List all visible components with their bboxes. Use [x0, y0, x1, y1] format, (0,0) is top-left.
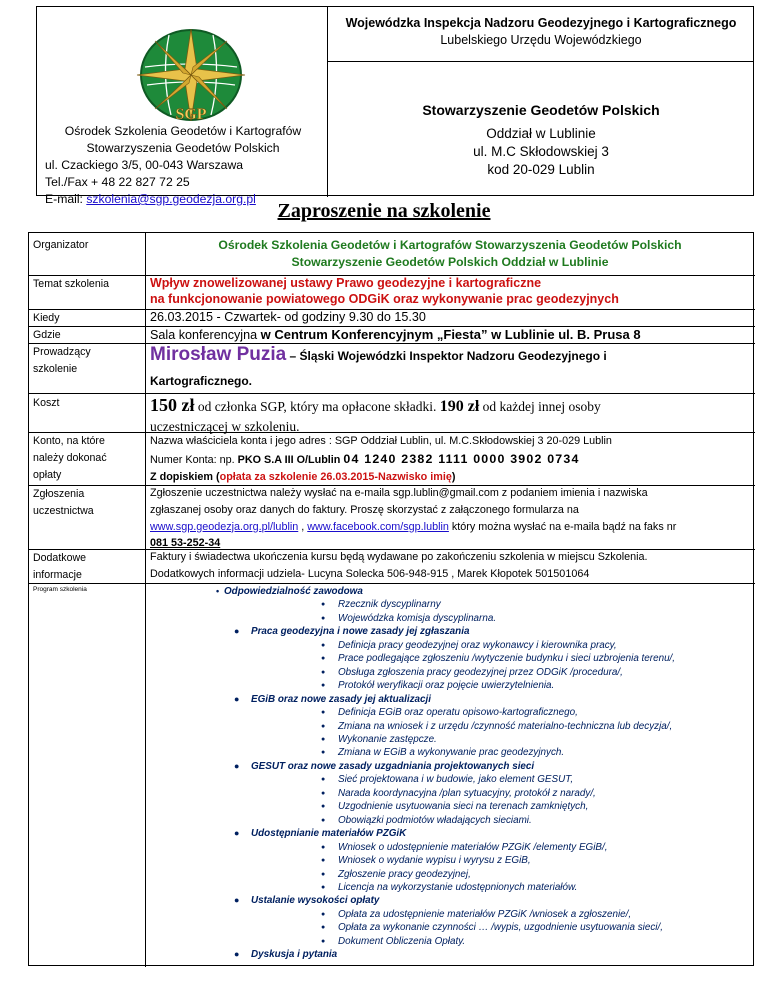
program-item-text: Wniosek o wydanie wypisu i wyrysu z EGiB, — [338, 855, 531, 867]
lecturer-label — [33, 344, 91, 378]
program-section-title: Dyskusja i pytania — [251, 949, 338, 961]
program-item-text: Licencja na wykorzystanie udostępnionych materiałów. — [338, 881, 578, 893]
program-section-title: Odpowiedzialność zawodowa — [224, 586, 363, 597]
account-note: opłata za szkolenie 26.03.2015-Nazwisko imię — [219, 471, 452, 483]
program-item — [150, 787, 750, 800]
topic-line-2: na funkcjonowanie powiatowego ODGiK oraz wykonywanie prac geodezyjnych — [150, 292, 619, 306]
program-item — [150, 773, 750, 786]
program-item — [150, 746, 750, 759]
program-section-title: EGiB oraz nowe zasady jej aktualizacji — [251, 693, 432, 705]
inspectorate-line-2: Lubelskiego Urzędu Wojewódzkiego — [440, 33, 642, 47]
program-item-text: Definicja EGiB oraz operatu opisowo-kartograficznego, — [338, 707, 578, 719]
bullet-icon: ● — [321, 910, 326, 918]
cost-text-3: uczestniczącej w szkoleniu. — [150, 419, 300, 434]
bullet-icon: ● — [321, 803, 326, 811]
program-item-text: Opłata za wykonanie czynności … /wypis, uzgodnienie usytuowania sieci/, — [338, 922, 663, 934]
program-section — [150, 948, 750, 961]
bullet-icon: ● — [234, 828, 240, 839]
bullet-icon: ● — [321, 682, 326, 690]
account-number-prefix: Numer Konta: np. — [150, 454, 238, 466]
sgp-logo-icon — [125, 23, 257, 123]
organizer-line-2: Stowarzyszenie Geodetów Polskich Oddział w Lublinie — [291, 255, 609, 269]
bullet-icon: ● — [321, 722, 326, 730]
program-list — [150, 585, 750, 962]
registration-link-facebook[interactable]: www.facebook.com/sgp.lublin — [307, 520, 449, 533]
additional-label-2: informacje — [33, 569, 82, 581]
program-item — [150, 679, 750, 692]
program-item — [150, 854, 750, 867]
organizer-label: Organizator — [33, 239, 89, 251]
left-organization — [45, 123, 321, 208]
bullet-icon: ● — [321, 655, 326, 663]
program-item-text: Narada koordynacyjna /plan sytuacyjny, protokół z narady/, — [338, 787, 596, 799]
program-item-text: Uzgodnienie usytuowania sieci na terenach zamkniętych, — [338, 801, 589, 813]
program-item — [150, 921, 750, 934]
email-link[interactable]: szkolenia@sgp.geodezja.org.pl — [86, 192, 256, 206]
bullet-icon: ● — [321, 883, 326, 891]
program-section-title: Ustalanie wysokości opłaty — [251, 895, 380, 907]
header-right-divider — [328, 61, 754, 62]
cost-label: Koszt — [33, 397, 60, 409]
bullet-icon: ● — [321, 843, 326, 851]
registration-label-1: Zgłoszenia — [33, 488, 85, 500]
registration-fax: 081 53-252-34 — [150, 537, 221, 550]
program-item — [150, 881, 750, 894]
program-item-text: Opłata za udostępnienie materiałów PZGiK /wniosek a zgłoszenie/, — [338, 908, 632, 920]
program-item — [150, 639, 750, 652]
program-item — [150, 814, 750, 827]
bullet-icon: ● — [321, 924, 326, 932]
topic-line-1: Wpływ znowelizowanej ustawy Prawo geodezyjne i kartograficzne — [150, 276, 542, 290]
program-item — [150, 800, 750, 813]
account-number: 04 1240 2382 1111 0000 3902 0734 — [343, 452, 580, 466]
program-item — [150, 612, 750, 625]
when-label: Kiedy — [33, 312, 60, 324]
lecturer-role-1: – Śląski Wojewódzki Inspektor Nadzoru Geodezyjnego i — [286, 349, 607, 363]
program-item — [150, 652, 750, 665]
cost-text-1: od członka SGP, który ma opłacone składki. — [194, 399, 440, 414]
organizer-line-1: Ośrodek Szkolenia Geodetów i Kartografów Stowarzyszenia Geodetów Polskich — [218, 238, 682, 252]
when-value: 26.03.2015 - Czwartek- od godziny 9.30 do 15.30 — [150, 310, 426, 324]
additional-label — [33, 550, 86, 584]
inspectorate — [329, 15, 753, 49]
left-org-name-2: Stowarzyszenia Geodetów Polskich — [86, 141, 280, 155]
right-organization — [329, 101, 753, 179]
right-org-line-2: ul. M.C Skłodowskiej 3 — [473, 144, 609, 159]
program-section-title: GESUT oraz nowe zasady uzgadniania projektowanych sieci — [251, 760, 535, 772]
bullet-icon: ● — [321, 709, 326, 717]
account-note-suffix: ) — [451, 471, 456, 483]
bullet-icon: ● — [321, 857, 326, 865]
bullet-icon: ● — [321, 614, 326, 622]
right-org-title: Stowarzyszenie Geodetów Polskich — [422, 102, 660, 118]
program-item-text: Sieć projektowana i w budowie, jako element GESUT, — [338, 774, 574, 786]
lecturer-label-2: szkolenie — [33, 363, 78, 375]
lecturer-label-1: Prowadzący — [33, 346, 91, 358]
program-item — [150, 733, 750, 746]
bullet-icon: ● — [234, 949, 240, 960]
program-item — [150, 868, 750, 881]
registration-label-2: uczestnictwa — [33, 505, 94, 517]
lecturer-name: Mirosław Puzia — [150, 344, 287, 365]
bullet-icon: ● — [321, 668, 326, 676]
program-item-text: Dokument Obliczenia Opłaty. — [338, 935, 466, 947]
registration-link-website[interactable]: www.sgp.geodezja.org.pl/lublin — [150, 520, 299, 533]
bullet-icon: ● — [234, 895, 240, 906]
bullet-icon: ● — [321, 601, 326, 609]
registration-label — [33, 486, 94, 520]
program-item-text: Obowiązki podmiotów władających sieciami. — [338, 814, 532, 826]
program-section — [150, 625, 750, 638]
account-label-1: Konto, na które — [33, 435, 105, 447]
program-section — [150, 585, 750, 598]
program-item — [150, 706, 750, 719]
right-org-line-1: Oddział w Lublinie — [486, 126, 596, 141]
bullet-icon: ● — [321, 937, 326, 945]
program-item — [150, 598, 750, 611]
registration-line-2: zgłaszanej osoby oraz danych do faktury. Proszę skorzystać z załączonego formularza na — [150, 503, 579, 516]
account-label — [33, 433, 107, 484]
registration-line-1: Zgłoszenie uczestnictwa należy wysłać na e-maila sgp.lublin@gmail.com z podaniem imienia i nazwiska — [150, 487, 648, 499]
left-org-name-1: Ośrodek Szkolenia Geodetów i Kartografów — [64, 124, 302, 138]
program-item-text: Zgłoszenie pracy geodezyjnej, — [338, 868, 471, 880]
bullet-icon: ● — [321, 789, 326, 797]
where-venue: w Centrum Konferencyjnym „Fiesta” w Lublinie ul. B. Prusa 8 — [260, 327, 641, 342]
account-bank: PKO S.A III O/Lublin — [237, 454, 344, 466]
program-item — [150, 908, 750, 921]
bullet-icon: • — [216, 586, 220, 596]
logo-text: SGP — [175, 106, 207, 123]
program-section-title: Udostępnianie materiałów PZGiK — [251, 828, 407, 840]
header-box — [36, 6, 754, 206]
right-org-line-3: kod 20-029 Lublin — [487, 162, 595, 177]
program-item-text: Obsługa zgłoszenia pracy geodezyjnej przez ODGiK /procedura/, — [338, 666, 623, 678]
cost-amount-other: 190 zł — [439, 398, 480, 415]
lecturer-role-2: Kartograficznego. — [150, 374, 253, 388]
inspectorate-line-1: Wojewódzka Inspekcja Nadzoru Geodezyjnego i Kartograficznego — [345, 16, 737, 30]
bullet-icon: ● — [321, 749, 326, 757]
left-org-phone: Tel./Fax + 48 22 827 72 25 — [45, 175, 190, 189]
program-item-text: Wykonanie zastępcze. — [338, 733, 437, 745]
bullet-icon: ● — [321, 870, 326, 878]
page-title: Zaproszenie na szkolenie — [277, 200, 491, 222]
left-org-address: ul. Czackiego 3/5, 00-043 Warszawa — [45, 158, 244, 172]
program-label: Program szkolenia — [33, 586, 87, 593]
program-section-title: Praca geodezyjna i nowe zasady jej zgłaszania — [251, 626, 470, 638]
program-item-text: Rzecznik dyscyplinarny — [338, 599, 441, 611]
header-divider — [327, 7, 328, 197]
bullet-icon: ● — [234, 693, 240, 704]
account-label-2: należy dokonać — [33, 452, 107, 464]
program-section — [150, 693, 750, 706]
cost-text-2: od każdej innej osoby — [479, 399, 601, 414]
email-label: E-mail: — [45, 192, 87, 206]
account-label-3: opłaty — [33, 469, 62, 481]
bullet-icon: ● — [234, 626, 240, 637]
program-item — [150, 720, 750, 733]
where-prefix: Sala konferencyjna — [150, 328, 261, 342]
account-note-prefix: Z dopiskiem ( — [150, 471, 220, 483]
info-table — [28, 232, 754, 966]
bullet-icon: ● — [321, 776, 326, 784]
bullet-icon: ● — [234, 760, 240, 771]
program-item — [150, 666, 750, 679]
program-item — [150, 935, 750, 948]
account-owner: Nazwa właściciela konta i jego adres : SGP Oddział Lublin, ul. M.C.Skłodowskiej 3 20-029 Lublin — [150, 435, 612, 447]
bullet-icon: ● — [321, 641, 326, 649]
program-item-text: Wniosek o udostępnienie materiałów PZGiK /elementy EGiB/, — [338, 841, 608, 853]
program-item-text: Zmiana w EGiB a wykonywanie prac geodezyjnych. — [338, 747, 565, 759]
program-item-text: Prace podlegające zgłoszeniu /wytyczenie budynku i sieci uzbrojenia terenu/, — [338, 653, 676, 665]
additional-line-2: Dodatkowych informacji udziela- Lucyna Solecka 506-948-915 , Marek Kłopotek 501501064 — [150, 568, 590, 580]
program-cell — [150, 233, 750, 967]
program-section — [150, 760, 750, 773]
registration-sep: , — [298, 520, 308, 533]
topic-label: Temat szkolenia — [33, 278, 109, 290]
program-item — [150, 841, 750, 854]
additional-line-1: Faktury i świadectwa ukończenia kursu będą wydawane po zakończeniu szkolenia w miejscu Szkolenia. — [150, 551, 648, 563]
additional-label-1: Dodatkowe — [33, 552, 86, 564]
cost-amount-member: 150 zł — [150, 395, 195, 415]
where-label: Gdzie — [33, 329, 61, 341]
program-item-text: Zmiana na wniosek i z urzędu /czynność materialno-techniczna lub decyzja/, — [338, 720, 673, 732]
program-section — [150, 827, 750, 840]
bullet-icon: ● — [321, 816, 326, 824]
program-section — [150, 894, 750, 907]
program-item-text: Protokół weryfikacji oraz pojęcie uwierzytelnienia. — [338, 680, 555, 692]
registration-line-3: który można wysłać na e-maila bądź na faks nr — [448, 520, 677, 533]
program-item-text: Definicja pracy geodezyjnej oraz wykonawcy i kierownika pracy, — [338, 639, 617, 651]
program-item-text: Wojewódzka komisja dyscyplinarna. — [338, 612, 497, 624]
bullet-icon: ● — [321, 735, 326, 743]
